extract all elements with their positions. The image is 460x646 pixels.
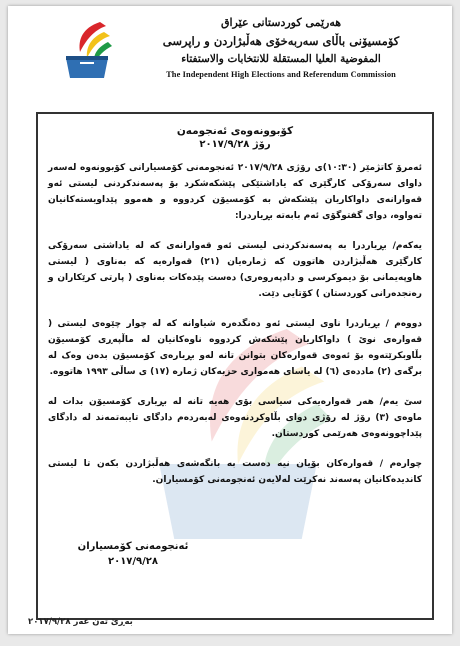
commission-logo-icon (60, 18, 114, 82)
paragraph-third-decision: سێ یەم/ هەر قەوارەیەکی سیاسی بۆی هەیە تانە لە بڕیاری کۆمسیۆن بدات لە ماوەی (٣) رۆژ لە رۆژی دوای بڵاوکردنەوەی لەبەردەم دادگای تایبەتمەند لە دادگای پێداچوونەوەی هەرێمی کوردستان. (48, 397, 422, 439)
document-body-frame (36, 112, 434, 620)
document-content (48, 124, 422, 502)
paragraph-second-decision: دووەم / بڕیاردرا ناوی لیستی ئەو دەنگدەرە شیاوانە کە لە چوار چێوەی لیستی ( قەوارەی نوێ ) داواکاریان پێشکەش کردووە ناوەکانیان لە ماڵپەڕی کۆمسیۆن بڵاوبکرێتەوە بۆ ئەوەی قەوارەکان بتوانن تانە لەو بڕیارەی کۆمسیۆن بدەن وەک لە برگەی (٢) ماددەی (٦) لە یاسای هەمواری حزبەکان ژمارە (١٧) ی ساڵی ١٩٩٣ هاتووە. (48, 319, 422, 377)
document-date: رۆژ ٢٠١٧/٩/٢٨ (199, 139, 271, 150)
footer-date: بەڕێ تەن عەر ٢٠١٧/٩/٢٨ (28, 617, 133, 627)
commission-name-kurdish: کۆمسیۆنی باڵای سەربەخۆی هەڵبژاردن و راپرسی (162, 34, 400, 48)
paragraph-first-decision: یەکەم/ بڕیاردرا بە پەسەندکردنی لیستی ئەو قەوارانەی کە لە یاداشتی سەرۆکی کارگێری هەڵبژاردن هاتوون کە ژمارەیان (٢١) قەوارەیە کە بەناوی ( لیستی هاوپەیمانی بۆ دیموکرسی و دادپەروەری) دەست پێدەکات بەناوی ( پارتی کرێکاران و رەنجدەرانی کوردستان ) کۆتایی دێت. (48, 241, 422, 299)
commission-name-arabic: المفوضية العليا المستقلة للانتخابات والاستفتاء (181, 53, 381, 65)
signature-block (68, 539, 198, 569)
signature-name: ئەنجومەنی کۆمسیاران (77, 541, 189, 552)
letterhead (8, 6, 452, 98)
region-name: هەرێمی کوردستانی عێراق (220, 16, 342, 29)
document-title: کۆبوونەوەی ئەنجومەن (176, 125, 294, 137)
signature-date: ٢٠١٧/٩/٢٨ (107, 556, 159, 567)
document-page (8, 6, 452, 634)
paragraph-intro: ئەمرۆ کاتژمێر (١٠:٣٠)ی رۆژی ٢٠١٧/٩/٢٨ ئەنجومەنی کۆمسیارانی کۆبوونەوە لەسەر داوای سەرۆکی کارگێری کە یاداشتێکی پێشکەشکرد بۆ پەسەندکردنی لیستی ئەو قەوارانەی داواکاریان پێشکەش بە کۆمسیۆن کردووە و هەموو پێداویستەکانیان تەواوە، دوای گفتوگۆی ئەم بابەتە بڕیاردرا: (48, 163, 422, 221)
paragraph-fourth-decision: چوارەم / قەوارەکان بۆیان نیە دەست بە بانگەشەی هەڵبژاردن بکەن تا لیستی کاندیدەکانیان پەسەند نەکرێت لەلایەن ئەنجومەنی کۆمسیاران. (48, 459, 422, 485)
commission-name-english: The Independent High Elections and Referendum Commission (166, 70, 396, 79)
letterhead-text (120, 14, 442, 82)
